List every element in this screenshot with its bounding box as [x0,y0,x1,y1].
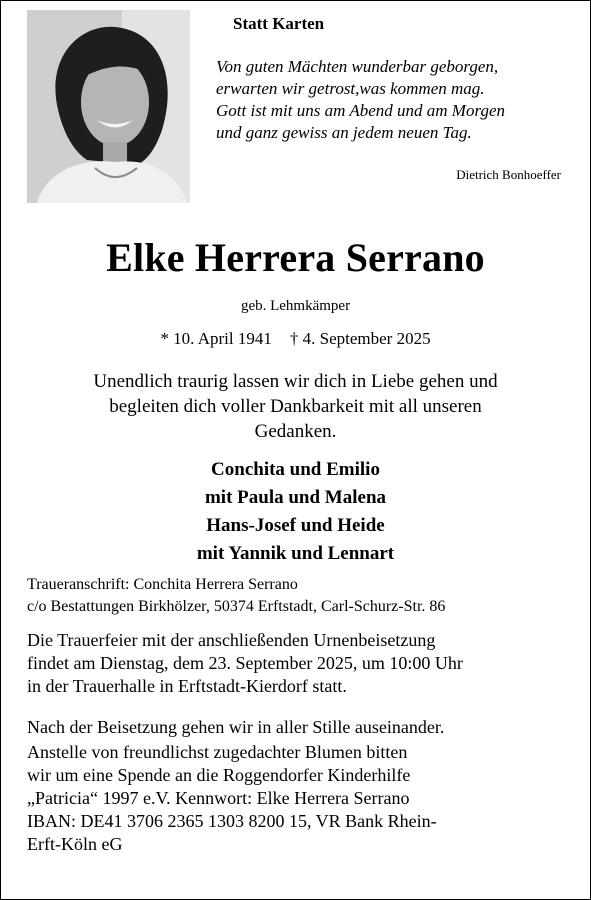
donation-line: Anstelle von freundlichst zugedachter Blumen bitten [27,742,408,762]
farewell-note: Nach der Beisetzung gehen wir in aller Stille auseinander. [27,717,445,737]
address-line: Traueranschrift: Conchita Herrera Serrano [27,576,298,593]
death-date: † 4. September 2025 [289,329,431,348]
family-line: Conchita und Emilio [211,459,380,480]
address-line: c/o Bestattungen Birkhölzer, 50374 Erftstadt, Carl-Schurz-Str. 86 [27,598,446,615]
portrait-image [27,10,190,203]
message-line: Gedanken. [254,421,337,442]
family-names [0,456,591,568]
message-line: begleiten dich voller Dankbarkeit mit all unseren [109,396,482,417]
ceremony-info [27,629,463,698]
poem [216,56,505,144]
life-dates [0,329,591,349]
donation-line: wir um eine Spende an die Roggendorfer Kinderhilfe [27,765,411,785]
ceremony-line: Die Trauerfeier mit der anschließenden Urnenbeisetzung [27,630,436,650]
statt-karten-heading: Statt Karten [233,14,325,33]
ceremony-line: findet am Dienstag, dem 23. September 2025, um 10:00 Uhr [27,653,463,673]
donation-line: IBAN: DE41 3706 2365 1303 8200 15, VR Bank Rhein- [27,811,437,831]
donation-line: Erft-Köln eG [27,834,123,854]
maiden-name: geb. Lehmkämper [240,298,351,314]
poem-author: Dietrich Bonhoeffer [456,167,561,182]
family-line: mit Paula und Malena [204,487,387,508]
portrait-photo [27,10,190,203]
deceased-name: Elke Herrera Serrano [106,235,485,280]
family-line: mit Yannik und Lennart [196,543,395,564]
donation-info [27,741,437,856]
ceremony-line: in der Trauerhalle in Erftstadt-Kierdorf statt. [27,676,347,696]
birth-date: * 10. April 1941 [160,329,272,348]
poem-line: und ganz gewiss an jedem neuen Tag. [216,123,472,142]
family-line: Hans-Josef und Heide [206,515,385,536]
mourning-message [0,369,591,444]
poem-line: Von guten Mächten wunderbar geborgen, [216,57,499,76]
message-line: Unendlich traurig lassen wir dich in Liebe gehen und [93,371,498,392]
poem-line: erwarten wir getrost,was kommen mag. [216,79,485,98]
poem-line: Gott ist mit uns am Abend und am Morgen [216,101,505,120]
donation-line: „Patricia“ 1997 e.V. Kennwort: Elke Herrera Serrano [27,788,410,808]
mourning-address [27,574,445,618]
